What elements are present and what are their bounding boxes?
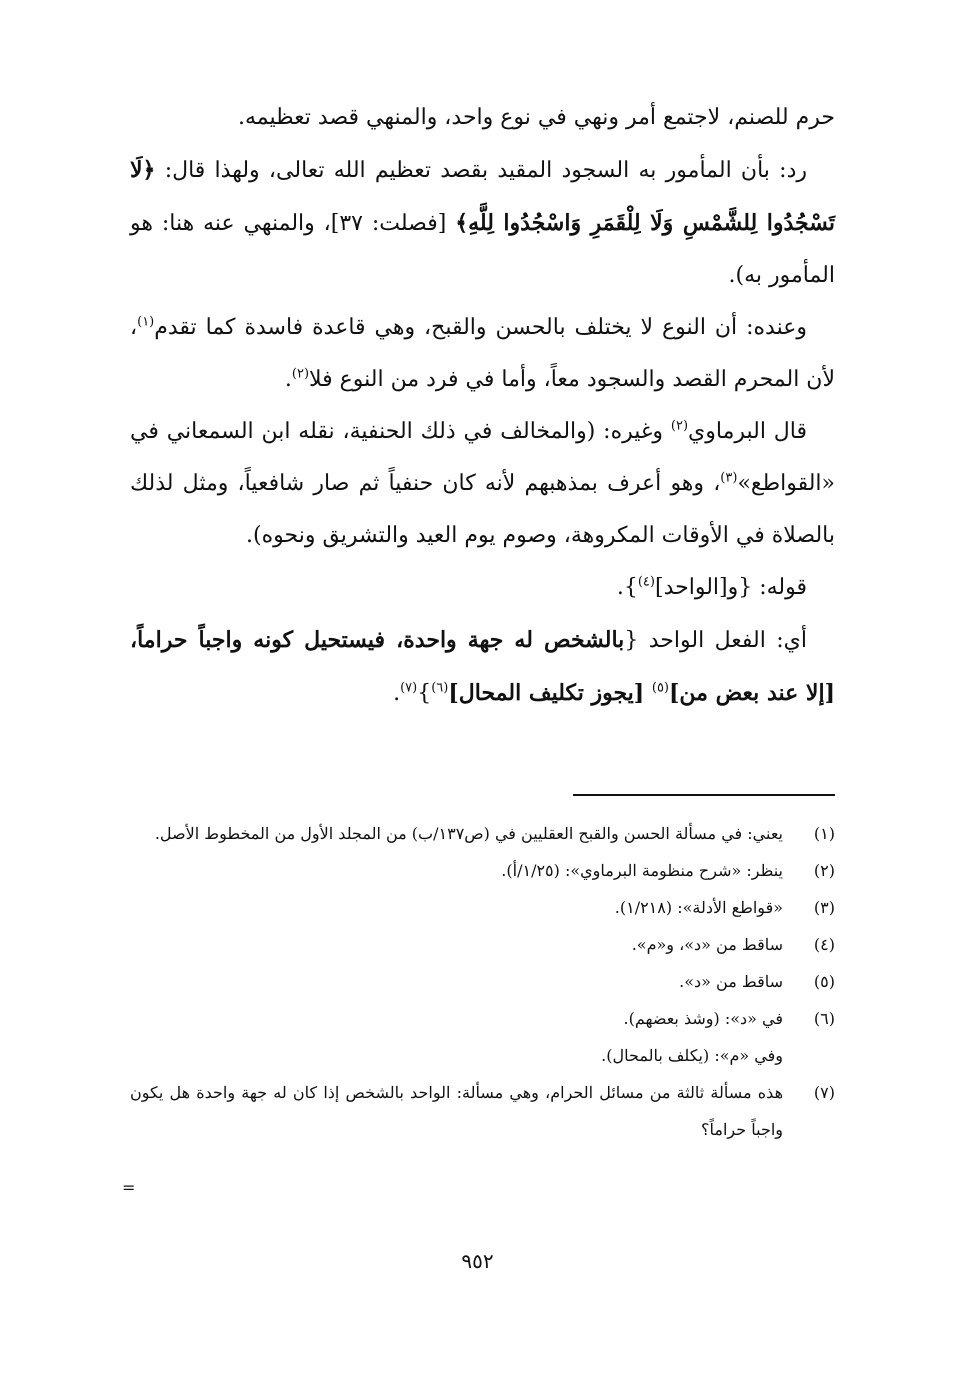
footnote-number: (٣) <box>813 898 835 917</box>
paragraph-6-text-a: أي: الفعل الواحد { <box>624 628 807 653</box>
paragraph-6-text-b: } <box>417 681 432 706</box>
paragraph-3 <box>130 302 835 406</box>
footnote-text: ساقط من «د»، و«م». <box>631 935 783 954</box>
footnote-3 <box>130 889 835 926</box>
paragraph-4-text-a: قال البرماوي <box>688 419 807 444</box>
paragraph-1-text: حرم للصنم، لاجتمع أمر ونهي في نوع واحد، والمنهي قصد تعظيمه. <box>237 105 835 130</box>
footnote-text: ينظر: «شرح منظومة البرماوي»: (١/٢٥/أ). <box>501 861 783 880</box>
footnote-ref-1[interactable]: (١) <box>137 314 155 330</box>
footnote-1 <box>130 815 835 852</box>
paragraph-3-text-a: وعنده: أن النوع لا يختلف بالحسن والقبح، وهي قاعدة فاسدة كما تقدم <box>154 315 807 340</box>
paragraph-2 <box>130 144 835 302</box>
footnote-6-continued <box>130 1037 835 1074</box>
footnote-text: ساقط من «د». <box>679 972 783 991</box>
paragraph-5-text-a: قوله: {و[الواحد] <box>654 575 807 600</box>
footnote-text: «قواطع الأدلة»: (١/٢١٨). <box>614 898 783 917</box>
paragraph-6 <box>130 614 835 720</box>
footnote-text: هذه مسألة ثالثة من مسائل الحرام، وهي مسألة: الواحد بالشخص إذا كان له جهة واحدة هل يكون واجباً حراماً؟ <box>130 1083 783 1139</box>
paragraph-4-text-b: وغيره: (والمخالف في ذلك الحنفية، نقله ابن السمعاني في «القواطع» <box>130 419 835 496</box>
footnote-text: يعني: في مسألة الحسن والقبح العقليين في (ص١٣٧/ب) من المجلد الأول من المخطوط الأصل. <box>154 824 783 843</box>
footnote-number: (١) <box>813 824 835 843</box>
footnote-ref-3[interactable]: (٣) <box>720 470 738 486</box>
paragraph-6-bold-a: بالشخص له جهة واحدة، فيستحيل كونه واجباً حراماً، [إلا عند بعض من] <box>130 627 835 706</box>
quran-verse: ﴿لَا تَسْجُدُوا لِلشَّمْسِ وَلَا لِلْقَمَرِ وَاسْجُدُوا لِلَّهِ﴾ <box>130 157 835 236</box>
footnote-ref-5[interactable]: (٥) <box>651 680 669 696</box>
paragraph-6-text-c: . <box>393 681 401 706</box>
footnote-6 <box>130 1000 835 1037</box>
footnote-2 <box>130 852 835 889</box>
footnote-ref-7[interactable]: (٧) <box>400 680 418 696</box>
footnote-number: (٢) <box>813 861 835 880</box>
main-text <box>130 92 835 720</box>
footnote-number: (٤) <box>813 935 835 954</box>
paragraph-2-text: رد: بأن المأمور به السجود المقيد بقصد تعظيم الله تعالى، ولهذا قال: <box>164 158 807 183</box>
footnote-ref-6[interactable]: (٦) <box>431 680 449 696</box>
footnote-number: (٥) <box>813 972 835 991</box>
paragraph-6-bold-b: [يجوز تكليف المحال] <box>448 680 652 706</box>
page-number: ٩٥٢ <box>461 1249 494 1273</box>
footnote-text: وفي «م»: (يكلف بالمحال). <box>601 1046 783 1065</box>
footnote-4 <box>130 926 835 963</box>
footnote-5 <box>130 963 835 1000</box>
continuation-mark: = <box>122 1178 136 1197</box>
paragraph-4 <box>130 406 835 562</box>
footnote-ref-2b[interactable]: (٢) <box>670 418 689 434</box>
footnote-number: (٦) <box>813 1009 835 1028</box>
footnotes <box>130 815 835 1148</box>
paragraph-3-text-c: . <box>284 367 292 392</box>
paragraph-5 <box>130 562 835 614</box>
footnote-text: في «د»: (وشذ بعضهم). <box>623 1009 783 1028</box>
footnote-7 <box>130 1074 835 1148</box>
footnote-ref-2[interactable]: (٢) <box>291 366 310 382</box>
paragraph-1 <box>130 92 835 144</box>
paragraph-5-text-b: }. <box>616 575 638 600</box>
paragraph-2-citation: [فصلت: ٣٧]، والمنهي عنه هنا: هو المأمور به). <box>130 211 835 288</box>
paragraph-3-text-b: ، لأن المحرم القصد والسجود معاً، وأما في فرد من النوع فلا <box>130 315 835 392</box>
footnote-ref-4[interactable]: (٤) <box>637 574 655 590</box>
footnote-separator <box>573 794 835 796</box>
paragraph-4-text-c: ، وهو أعرف بمذهبهم لأنه كان حنفياً ثم صار شافعياً، ومثل لذلك بالصلاة في الأوقات المكروهة، وصوم يوم العيد والتشريق ونحوه). <box>130 471 835 548</box>
footnote-number: (٧) <box>813 1083 835 1102</box>
